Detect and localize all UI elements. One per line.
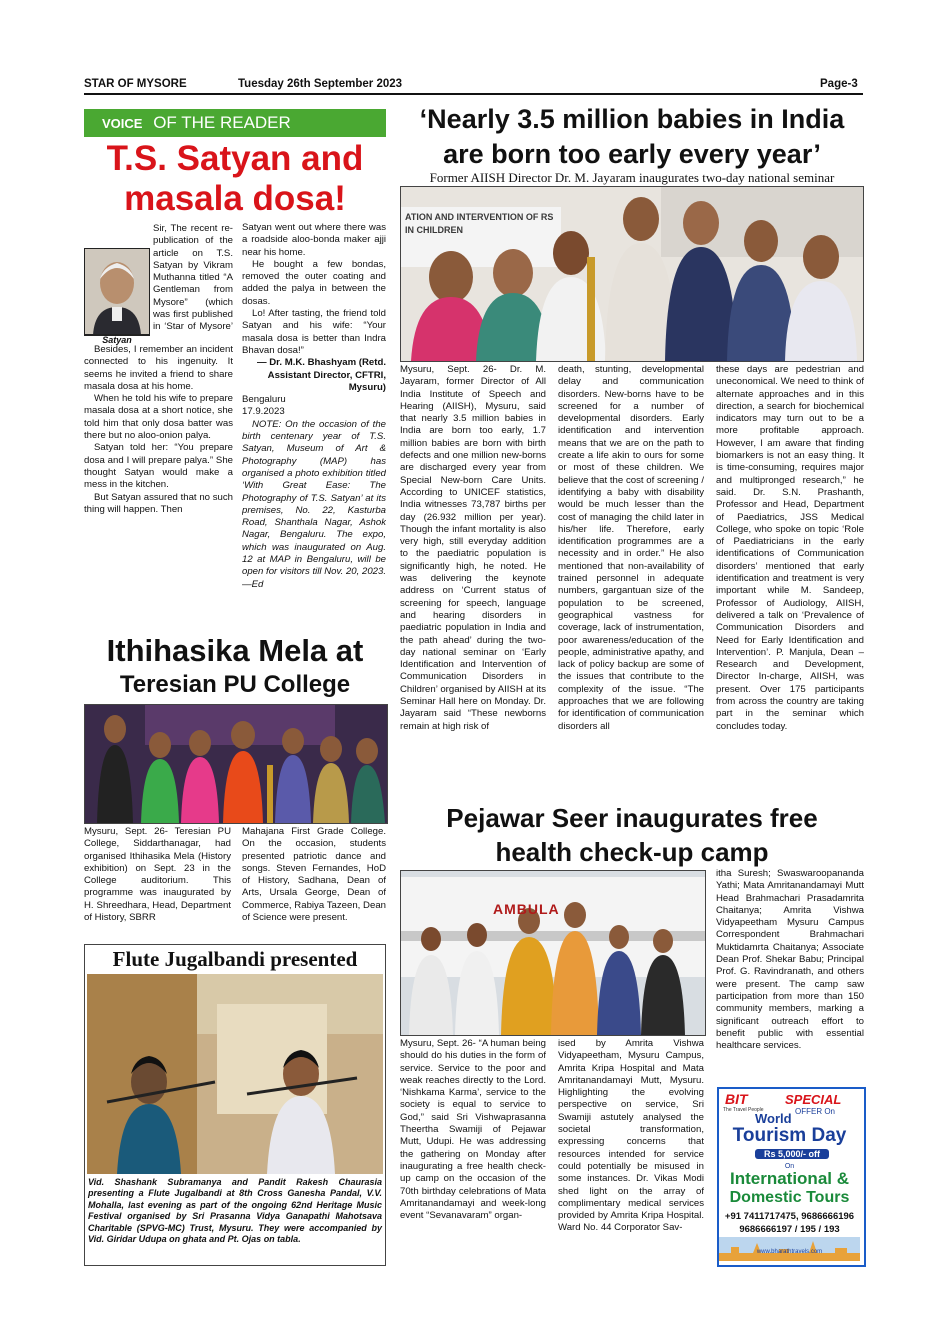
tourism-day-advert[interactable]: [717, 1087, 866, 1267]
ad-special: SPECIAL: [785, 1092, 842, 1107]
mela-headline-line1: Ithihasika Mela at: [106, 633, 364, 668]
babies-headline: ‘Nearly 3.5 million babies in India are born too early every year’: [419, 104, 845, 169]
voice-col1-top: [153, 223, 233, 335]
voice-col1-text: Sir, The recent re-publication of the article on T.S. Satyan by Vikram Muthanna titled “A Gentleman from Mysore” (which was first published in ‘Star of Mysore’: [153, 223, 233, 333]
flute-caption: Vid. Shashank Subramanya and Pandit Rakesh Chaurasia presenting a Flute Jugalbandi at 8th Cross Ganesha Pandal, V.V. Mohalla, last evening as part of the ongoing 62nd Heritage Music Festival organised by Sri Prasanna Vidya Ganapathi Mahotsava Charitable (SPVG-MC) Trust, Mysuru. They were accompanied by Vid. Giridar Udupa on ghata and Pt. Ojas on tabla.: [88, 1177, 382, 1245]
voice-col2: [242, 222, 386, 627]
voice-col1-bottom: [84, 344, 233, 626]
voice-para: But Satyan assured that no such thing will happen. Then: [84, 491, 233, 515]
ad-on: On: [784, 1163, 795, 1170]
voice-headline: T.S. Satyan and masala dosa!: [106, 139, 364, 218]
ad-website[interactable]: www.bharathtravels.com: [756, 1249, 823, 1255]
babies-col1: Mysuru, Sept. 26- Dr. M. Jayaram, former Director of All India Institute of Speech and Hearing (AIISH), Mysuru, said that nearly 3.5 million babies in India are born too early, 1.7 million babies are born with birth defects and one million new-borns are discharged every year from Special New-born Care Units. According to UNICEF statistics, India witnesses 73,787 births per day (26.932 million per year). Though the infant mortality is also very high, still everyday addition to the paediatric population is significantly high, he noted. He was delivering the keynote address on ‘Current status of screening for speech, language and hearing disorders in paediatric population in India and the path ahead’ during the two-day national seminar on ‘Early Identification and Intervention of Communication Disorders in Children’ organised by AIISH at its Seminar Hall here on Monday. Dr. Jayaram said “These newborns remain at high risk of: [400, 364, 546, 732]
flute-photo: [87, 974, 383, 1174]
babies-col3: these days are pedestrian and uneconomical. We need to think of alternate approaches and in this direction, a search for biochemical indicators may turn out to be a more profitable approach. However, I am aware that finding biomarkers is not an easy thing. It is time-consuming, requires major and multipronged research,” he said. Dr. S.N. Prashanth, Professor and Head, Department of Paediatrics, JSS Medical College, who spoke on topic ‘Role of Paediatricians in the early identifications of Communication disorders’ mentioned that early identification and treatment is very important while M. Sandeep, Professor of Audiology, AIISH, delivered a talk on ‘Prevalence of Communication Disorders and Need for Early Identification and Intervention’. P. Manjula, Dean – Research and Development, Director In-charge, AIISH, was present. Over 175 participants from across the country are taking part in the seminar which concludes today.: [716, 364, 864, 732]
pejawar-headline-line1: Pejawar Seer inaugurates free: [446, 803, 818, 833]
mela-col2: Mahajana First Grade College. On the occasion, students presented patriotic dance and songs. Steven Fernandes, HoD of History, Sadhana, Dean of Arts, Ursala George, Dean of Commerce, Rabiya Tazeen, Dean of Science were present.: [242, 826, 386, 924]
voice-tag-bold: VOICE: [102, 116, 143, 131]
flute-headline: Flute Jugalbandi presented: [112, 947, 358, 971]
babies-col2: death, stunting, developmental delay and communication disorders. New-borns have to be screened for a number of developmental disorders. Early identification and intervention means that we are on the path to create a life akin to ours for some or most of these children. We believe that the cost of screening / identifying a baby with disability would be much lesser than the cost of managing the child later in his/her life. Therefore, early identification programmes are a necessity and in order.” He also mentioned that non-availability of trained personnel in adequate numbers, gargantuan size of the population to be screened, geographical vastness for coverage, lack of instrumentation, poor awareness/education of the people, administrative apathy, and lack of policy backup are some of the issues that contribute to the complexity of the issue. “The approaches that we are following for identification of communication disorders all: [558, 364, 704, 732]
voice-date: 17.9.2023: [242, 406, 285, 418]
masthead-paper-name: STAR OF MYSORE: [84, 78, 187, 90]
ad-tourism-day: Tourism Day: [732, 1125, 847, 1146]
ad-offer: OFFER On: [795, 1107, 836, 1116]
satyan-photo-caption: Satyan: [84, 334, 150, 345]
masthead-date: Tuesday 26th September 2023: [238, 78, 403, 90]
pejawar-col2: ised by Amrita Vishwa Vidyapeetham, Mysuru Campus, Amrita Kripa Hospital and Mata Amritanandamayi Mutt, Mysuru. Highlighting the evolving perspective on service, Sri Swamiji astutely analysed the societal transformation, expressing concerns that resources intended for service could potentially be misused in some instances. Dr. Vikas Modi shed light on the array of complimentary medical services provided by Amrita Kripa Hospital. Ward No. 44 Corporator Sav-: [558, 1038, 704, 1234]
ad-discount: Rs 5,000/- off: [755, 1149, 829, 1159]
mela-headline-line2: Teresian PU College: [119, 671, 351, 698]
satyan-photo: [84, 248, 150, 336]
mela-photo: [84, 704, 388, 824]
voice-signoff: — Dr. M.K. Bhashyam (Retd. Assistant Director, CFTRI, Mysuru): [256, 357, 386, 393]
voice-note: NOTE: On the occasion of the birth centenary year of T.S. Satyan, Museum of Art & Photography (MAP) has organised a photo exhibition titled ‘With Great Ease: The Photography of T.S. Satyan’ at its premises, No. 22, Kasturba Road, Shanthala Nagar, Ashok Nagar, Bengaluru. The expo, which was inaugurated on Aug. 12 at MAP in Bengaluru, will be open for visitors till Nov. 20, 2023.—Ed: [242, 418, 386, 590]
ad-phones-line2: 9686666197 / 195 / 193: [739, 1224, 840, 1235]
voice-para: Besides, I remember an incident connected to his ingenuity. It seems he invited a friend to share masala dosa at his home.: [84, 344, 233, 392]
mela-col1: Mysuru, Sept. 26- Teresian PU College, Siddarthanagar, had organised Ithihasika Mela (History exhibition) on Sept. 23 in the College auditorium. This programme was inaugurated by H. Shreedhara, Head, Department of History, SBRR: [84, 826, 231, 924]
voice-tag: [84, 109, 386, 137]
voice-para: Satyan went out where there was a roadside aloo-bonda maker ajji near his home.: [242, 222, 386, 258]
voice-tag-rest: OF THE READER: [153, 113, 291, 132]
pejawar-col1: Mysuru, Sept. 26- “A human being should do his duties in the form of service. Service to the poor and weak reaches directly to the Lord. ‘Nishkama Karma’, service to the society is equal to service to God,” said Sri Vishwaprasanna Theertha Swamiji of Pejawar Mutt, Udupi. He was addressing the gathering on Monday after inaugurating a free health check-up camp on the occasion of the 70th birthday celebrations of Mata Amritanandamayi and week-long event “Sevanavaram” organ-: [400, 1038, 546, 1222]
voice-place: Bengaluru: [242, 394, 286, 406]
ad-international: International &: [729, 1169, 849, 1188]
babies-banner-text: ATION AND INTERVENTION OF RS IN CHILDREN: [405, 212, 554, 235]
ad-brand-tagline: The Travel People: [723, 1107, 764, 1113]
voice-para: Satyan told her: “You prepare dosa and I will prepare palya.” She thought Satyan would make a mess in the kitchen.: [84, 442, 233, 491]
pejawar-col3: itha Suresh; Swaswaroopananda Yathi; Mata Amritanandamayi Mutt Head Brahmachari Prasadamrita Chaitanya; Amrita Vishwa Vidyapeetham Mysuru Campus Correspondent Brahmachari Muktidamrta Chaitanya; Associate Dean Prof. Shekar Babu; Principal Prof. G. Ravindranath, and others were present. The camp saw participation from more than 150 community members, marking a significant outreach effort to benefit public with essential healthcare services.: [716, 868, 864, 1052]
voice-para: He bought a few bondas, removed the outer coating and added the palya in between the dosas.: [242, 258, 386, 307]
pejawar-bus-text: AMBULA: [493, 901, 560, 917]
pejawar-photo: [400, 870, 706, 1036]
header-rule: [84, 93, 863, 95]
voice-para: Lo! After tasting, the friend told Satyan and his wife: “Your masala dosa is better than Indra Bhavan dosa!”: [242, 308, 386, 356]
babies-photo: [400, 186, 864, 362]
ad-phones-line1: +91 7411717475, 9686666196: [724, 1211, 855, 1222]
ad-brand: BIT: [725, 1091, 748, 1107]
babies-subhead: Former AIISH Director Dr. M. Jayaram inaugurates two-day national seminar: [429, 170, 835, 185]
pejawar-headline-line2: health check-up camp: [495, 837, 769, 867]
voice-para: When he told his wife to prepare masala dosa at a short notice, she told him that only dosa batter was there but no aloo-onion palya.: [84, 393, 233, 442]
page-number: Page-3: [820, 78, 858, 90]
ad-world: World: [755, 1111, 792, 1126]
ad-domestic: Domestic Tours: [729, 1189, 850, 1206]
